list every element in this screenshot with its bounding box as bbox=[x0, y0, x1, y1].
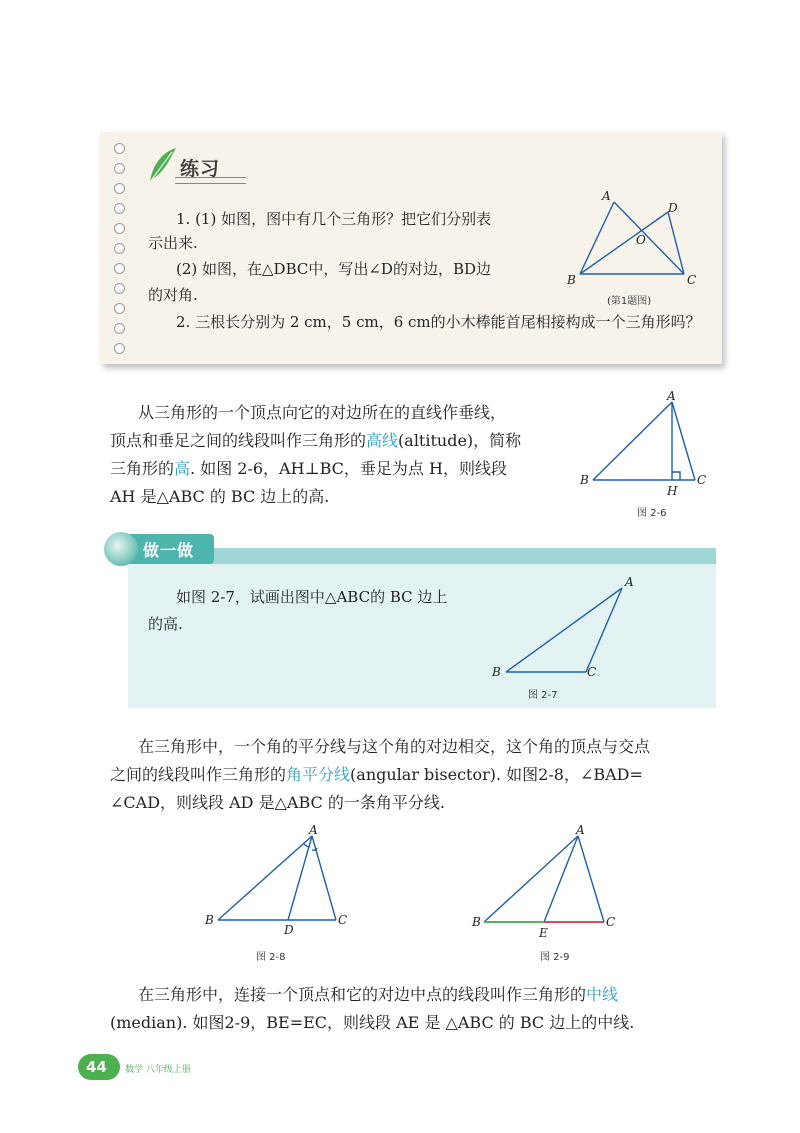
term-altitude: 高线 bbox=[366, 431, 399, 450]
label-O: O bbox=[636, 233, 646, 247]
label-B: B bbox=[492, 665, 501, 679]
label-B: B bbox=[580, 473, 589, 487]
exercise-figure-caption: (第1题图) bbox=[607, 296, 652, 307]
altitude-p1: 从三角形的一个顶点向它的对边所在的直线作垂线， bbox=[138, 403, 507, 422]
median-p1: 在三角形中，连接一个顶点和它的对边中点的线段叫作三角形的中线 bbox=[138, 985, 619, 1004]
label-A: A bbox=[602, 189, 611, 203]
label-B: B bbox=[205, 913, 214, 927]
binder-ring bbox=[114, 143, 125, 154]
exercise-title: 练习 bbox=[180, 158, 221, 180]
exercise-q2: 2. 三根长分别为 2 cm，5 cm，6 cm的小木棒能首尾相接构成一个三角形吗？ bbox=[176, 313, 701, 331]
caption-2-9: 图 2-9 bbox=[540, 952, 570, 963]
globe-icon bbox=[104, 532, 138, 566]
binder-ring bbox=[114, 323, 125, 334]
label-C: C bbox=[697, 473, 707, 487]
label-C: C bbox=[687, 273, 697, 287]
exercise-title-underline bbox=[175, 177, 246, 184]
altitude-p4: AH 是△ABC 的 BC 边上的高. bbox=[110, 487, 330, 506]
binder-ring bbox=[114, 303, 125, 314]
label-A: A bbox=[667, 389, 676, 403]
book-title: 数学 八年级上册 bbox=[125, 1065, 191, 1075]
label-H: H bbox=[667, 484, 678, 498]
label-A: A bbox=[309, 823, 318, 837]
label-C: C bbox=[606, 915, 616, 929]
do-it-line2: 的高. bbox=[148, 615, 183, 633]
label-D: D bbox=[284, 923, 294, 937]
binder-ring bbox=[114, 243, 125, 254]
exercise-q1a-line2: 示出来. bbox=[148, 234, 198, 252]
binder-ring bbox=[114, 163, 125, 174]
label-A: A bbox=[625, 575, 634, 589]
do-it-line1: 如图 2-7，试画出图中△ABC的 BC 边上 bbox=[176, 588, 448, 606]
exercise-q1a-line1: 1. (1) 如图，图中有几个三角形？把它们分别表 bbox=[176, 210, 492, 228]
term-angle-bisector: 角平分线 bbox=[286, 765, 351, 784]
caption-2-8: 图 2-8 bbox=[256, 952, 286, 963]
figure-2-6 bbox=[575, 386, 715, 500]
label-E: E bbox=[539, 926, 548, 940]
figure-2-7 bbox=[488, 572, 638, 682]
page-number: 44 bbox=[86, 1058, 107, 1076]
caption-2-7: 图 2-7 bbox=[528, 690, 558, 701]
exercise-q1b-line2: 的对角. bbox=[148, 286, 198, 304]
binder-ring bbox=[114, 343, 125, 354]
label-D: D bbox=[668, 201, 678, 215]
bisector-p2: 之间的线段叫作三角形的角平分线(angular bisector). 如图2-8，∠BAD= bbox=[110, 765, 643, 784]
binder-ring bbox=[114, 263, 125, 274]
bisector-p3: ∠CAD，则线段 AD 是△ABC 的一条角平分线. bbox=[110, 793, 445, 812]
binder-ring bbox=[114, 183, 125, 194]
bisector-p1: 在三角形中，一个角的平分线与这个角的对边相交，这个角的顶点与交点 bbox=[138, 737, 651, 756]
binder-ring bbox=[114, 203, 125, 214]
figure-2-8 bbox=[200, 820, 360, 940]
label-A: A bbox=[576, 823, 585, 837]
median-p2: (median). 如图2-9，BE=EC，则线段 AE 是 △ABC 的 BC 边上的中线. bbox=[110, 1013, 635, 1032]
do-it-header-bar bbox=[128, 548, 716, 564]
term-height: 高 bbox=[174, 459, 191, 478]
binder-ring bbox=[114, 223, 125, 234]
caption-2-6: 图 2-6 bbox=[637, 508, 667, 519]
altitude-p3: 三角形的高. 如图 2-6，AH⊥BC，垂足为点 H，则线段 bbox=[110, 459, 507, 478]
feather-icon bbox=[144, 146, 178, 186]
label-C: C bbox=[587, 665, 597, 679]
label-B: B bbox=[472, 915, 481, 929]
altitude-p2: 顶点和垂足之间的线段叫作三角形的高线(altitude)，简称 bbox=[110, 431, 522, 450]
label-C: C bbox=[338, 913, 348, 927]
binder-ring bbox=[114, 283, 125, 294]
figure-exercise-triangles bbox=[560, 186, 710, 290]
term-median: 中线 bbox=[586, 985, 619, 1004]
exercise-q1b-line1: (2) 如图，在△DBC中，写出∠D的对边，BD边 bbox=[176, 260, 492, 278]
label-B: B bbox=[567, 273, 576, 287]
figure-2-9 bbox=[470, 820, 630, 944]
do-it-title: 做一做 bbox=[143, 541, 195, 560]
